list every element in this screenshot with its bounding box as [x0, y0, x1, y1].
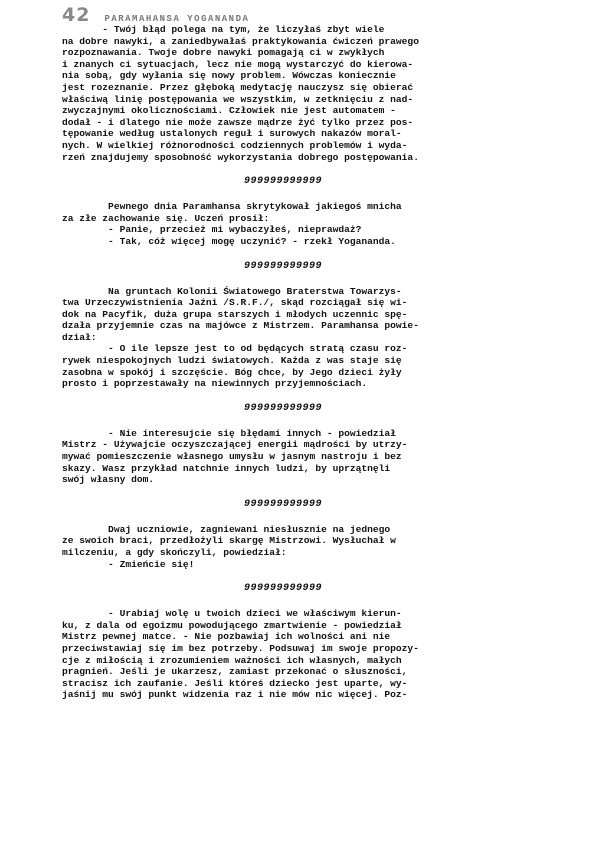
text-line: rzeń znajdujemy sposobność wykorzystania dobrego postępowania. [62, 151, 419, 163]
text-line: ze swoich braci, przedłożyli skargę Mistrzowi. Wysłuchał w [62, 535, 396, 547]
running-title: PARAMAHANSA YOGANANDA [104, 14, 250, 24]
text-line: Na gruntach Kolonii Światowego Braterstwa Towarzys- [62, 285, 402, 297]
page-header [62, 4, 249, 26]
text-line: zasobna w spokój i szczęście. Bóg chce, by Jego dzieci żyły [62, 366, 402, 378]
text-line: jaśnij mu swój punkt widzenia raz i nie mów nic więcej. Poz- [62, 689, 408, 701]
text-line: i znanych ci sytuacjach, lecz nie mogą wystarczyć do kierowa- [62, 58, 414, 70]
text-line: nia sobą, gdy wyłania się nowy problem. Wówczas koniecznie [62, 70, 396, 82]
text-line: - Panie, przecież mi wybaczyłeś, nieprawdaż? [62, 224, 362, 236]
page-number: 42 [62, 4, 91, 26]
text-line: pragnień. Jeśli je ukarzesz, zamiast przekonać o słuszności, [62, 666, 408, 678]
text-line: rozpoznawania. Twoje dobre nawyki pomagają ci w zwykłych [62, 47, 385, 59]
text-line: swój własny dom. [62, 474, 155, 486]
paragraph-block [62, 524, 524, 570]
text-line: cje z miłością i zrozumieniem ważności ich własnych, małych [62, 654, 402, 666]
paragraph-block [62, 286, 524, 390]
text-line: - Urabiaj wolę u twoich dzieci we właściwym kierun- [62, 608, 402, 620]
text-line: ku, z dala od egoizmu powodującego zmartwienie - powiedział [62, 619, 402, 631]
paragraph-block [62, 201, 524, 247]
text-line: zwyczajnymi okolicznościami. Człowiek nie jest automatem - [62, 105, 396, 117]
text-line: prosto i poprzestawały na niewinnych przyjemnościach. [62, 378, 368, 390]
text-line: Mistrz - Używajcie oczyszczającej energii mądrości by utrzy- [62, 439, 408, 451]
text-line: na dobre nawyki, a zaniedbywałaś praktykowania ćwiczeń prawego [62, 35, 419, 47]
paragraph-block [62, 428, 524, 486]
text-line: mywać pomieszczenie własnego umysłu w jasnym nastroju i bez [62, 451, 402, 463]
text-line: - Nie interesujcie się błędami innych - powiedział [62, 427, 396, 439]
text-line: dok na Pacyfik, duża grupa starszych i młodych uczennic spę- [62, 308, 408, 320]
text-line: nych. W wielkiej różnorodności codziennych problemów i wyda- [62, 139, 408, 151]
text-line: twa Urzeczywistnienia Jaźni /S.R.F./, skąd rozciągał się wi- [62, 297, 408, 309]
text-line: Dwaj uczniowie, zagniewani niesłusznie na jednego [62, 523, 391, 535]
section-divider: 999999999999 [243, 498, 322, 510]
text-line: skazy. Wasz przykład natchnie innych ludzi, by uprzątnęli [62, 462, 391, 474]
section-divider: 999999999999 [243, 583, 322, 595]
page-body [62, 24, 524, 701]
text-line: - Zmieńcie się! [62, 558, 195, 570]
text-line: właściwą linię postępowania we wszystkim, w zetknięciu z nad- [62, 93, 414, 105]
text-line: - O ile lepsze jest to od będących stratą czasu roz- [62, 343, 408, 355]
text-line: dodał - i dlatego nie może zawsze mądrze żyć tylko przez pos- [62, 116, 414, 128]
text-line: Pewnego dnia Paramhansa skrytykował jakiegoś mnicha [62, 201, 402, 213]
section-divider: 999999999999 [243, 260, 322, 272]
text-line: dział: [62, 331, 97, 343]
text-line: Mistrz pewnej matce. - Nie pozbawiaj ich wolności ani nie [62, 631, 391, 643]
text-line: przeciwstawiaj się im bez potrzeby. Podsuwaj im swoje propozy- [62, 642, 419, 654]
text-line: za złe zachowanie się. Uczeń prosił: [62, 212, 270, 224]
paragraph-block [62, 608, 524, 701]
section-divider: 999999999999 [243, 402, 322, 414]
text-line: tępowanie według ustalonych reguł i surowych nakazów moral- [62, 128, 402, 140]
section-divider: 999999999999 [243, 176, 322, 188]
text-line: milczeniu, a gdy skończyli, powiedział: [62, 547, 287, 558]
text-line: rywek niespokojnych ludzi światowych. Każda z was staje się [62, 355, 402, 367]
text-line: stracisz ich zaufanie. Jeśli któreś dziecko jest uparte, wy- [62, 677, 408, 689]
text-line: - Tak, cóż więcej mogę uczynić? - rzekł Yogananda. [62, 235, 396, 247]
text-line: jest rozeznanie. Przez głęboką medytację nauczysz się obierać [62, 81, 414, 93]
paragraph-block [62, 24, 524, 163]
text-line: - Twój błąd polega na tym, że liczyłaś zbyt wiele [62, 24, 385, 35]
text-line: dzała przyjemnie czas na majówce z Mistrzem. Paramhansa powie- [62, 320, 419, 332]
